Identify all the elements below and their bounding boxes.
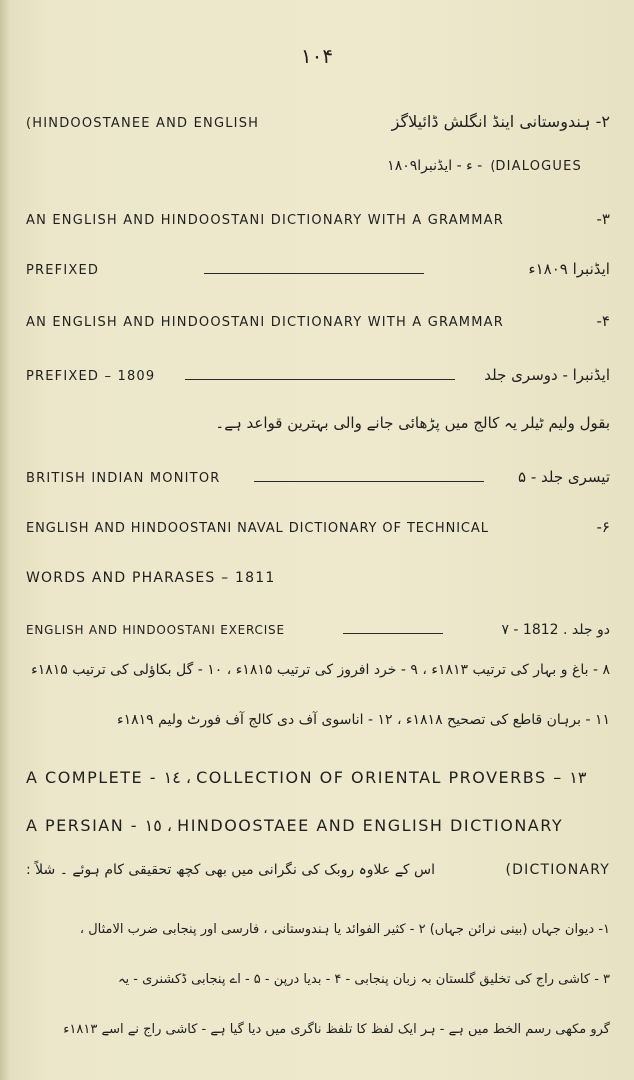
page-edge-shadow xyxy=(0,0,10,1080)
entry-4-prefixed-year: PREFIXED – 1809 xyxy=(26,369,156,384)
entry-2-line-1 xyxy=(26,112,610,131)
entry-4-urdu-volume: ایڈنبرا - دوسری جلد xyxy=(484,366,610,384)
sublist-line-1: ۱- دیوان جہاں (بینی نرائن جہاں) ۲ - کثیر الفوائد یا ہندوستانی ، فارسی اور پنجابی ضرب الامثال ، xyxy=(79,922,610,937)
entry-4-number: -۴ xyxy=(596,312,610,330)
entry-7-rule xyxy=(343,633,443,634)
entry-2-urdu-title: ۲- ہندوستانی اینڈ انگلش ڈائیلاگز xyxy=(391,112,610,131)
page-number: ۱۰۴ xyxy=(300,44,334,68)
entry-7-english-title: ENGLISH AND HINDOOSTANI EXERCISE xyxy=(26,623,285,637)
entry-2-english-title: (HINDOOSTANEE AND ENGLISH xyxy=(26,116,260,131)
entry-16-urdu-text: اس کے علاوہ روبک کی نگرانی میں بھی کچھ تحقیقی کام ہوئے ۔ شلاً : xyxy=(26,862,435,878)
entry-5-english-title: BRITISH INDIAN MONITOR xyxy=(26,471,221,486)
entries-8-10-line: ۸ - باغ و بہار کی ترتیب ۱۸۱۳ء ، ۹ - خرد افروز کی ترتیب ۱۸۱۵ء ، ۱۰ - گل بکاؤلی کی ترتیب ۱۸۱۵ء xyxy=(31,662,610,678)
entry-4-rule xyxy=(185,379,455,380)
entry-3-number: -۳ xyxy=(596,210,610,228)
entry-6-line-2 xyxy=(26,570,610,586)
entry-6-number: -۶ xyxy=(596,518,610,536)
entry-4-line-2 xyxy=(26,366,610,384)
entry-3-english-title: AN ENGLISH AND HINDOOSTANI DICTIONARY WITH A GRAMMAR xyxy=(26,213,504,228)
entry-2-urdu-date: ۱۸۰۹ء - ایڈنبرا - xyxy=(387,158,483,174)
entry-3-rule xyxy=(204,273,424,274)
entry-3-line-1 xyxy=(26,210,610,228)
entry-7-urdu-volumes: ۷ - 1812 . دو جلد xyxy=(501,622,610,638)
entry-6-english-title: ENGLISH AND HINDOOSTANI NAVAL DICTIONARY OF TECHNICAL xyxy=(26,521,489,536)
entry-3-line-2 xyxy=(26,260,610,278)
entry-2-line-2 xyxy=(26,158,610,174)
entry-16-english-dictionary: (DICTIONARY xyxy=(505,862,610,878)
entry-16-line xyxy=(26,862,610,878)
entry-5-urdu-volume: ۵ - تیسری جلد xyxy=(518,468,610,486)
entry-4-line-1 xyxy=(26,312,610,330)
entry-15-line: A PERSIAN - ١٥ ، HINDOOSTAEE AND ENGLISH DICTIONARY xyxy=(26,816,564,835)
entry-4-note: بقول ولیم ٹیلر یہ کالج میں پڑھائی جانے والی بہترین قواعد ہے۔ xyxy=(215,414,610,432)
entry-5-line xyxy=(26,468,610,486)
entry-6-line-1 xyxy=(26,518,610,536)
entry-7-line xyxy=(26,622,610,638)
entry-5-rule xyxy=(254,481,484,482)
entry-3-prefixed: PREFIXED xyxy=(26,263,100,278)
entries-11-12-line: ۱۱ - برہان قاطع کی تصحیح ۱۸۱۸ء ، ۱۲ - اناسوی آف دی کالج آف فورٹ ولیم ۱۸۱۹ء xyxy=(117,712,610,728)
entry-2-english-dialogues: (DIALOGUES xyxy=(490,159,582,174)
entry-4-english-title: AN ENGLISH AND HINDOOSTANI DICTIONARY WITH A GRAMMAR xyxy=(26,315,504,330)
entries-13-14-line: A COMPLETE - ١٤ ، COLLECTION OF ORIENTAL PROVERBS – ١٣ xyxy=(26,768,587,787)
entry-3-urdu-date: ایڈنبرا ۱۸۰۹ء xyxy=(528,260,610,278)
entry-6-words-phrases: WORDS AND PHARASES – 1811 xyxy=(26,570,276,586)
sublist-line-3: گرو مکھی رسم الخط میں ہے - ہر ایک لفظ کا تلفظ ناگری میں دیا گیا ہے - کاشی راج نے اسے ۱۸۱۳ء xyxy=(63,1022,610,1037)
sublist-line-2: ۳ - کاشی راج کی تخلیق گلستان بہ زبان پنجابی - ۴ - بدیا درپن - ۵ - اے پنجابی ڈکشنری - یہ xyxy=(117,972,610,987)
